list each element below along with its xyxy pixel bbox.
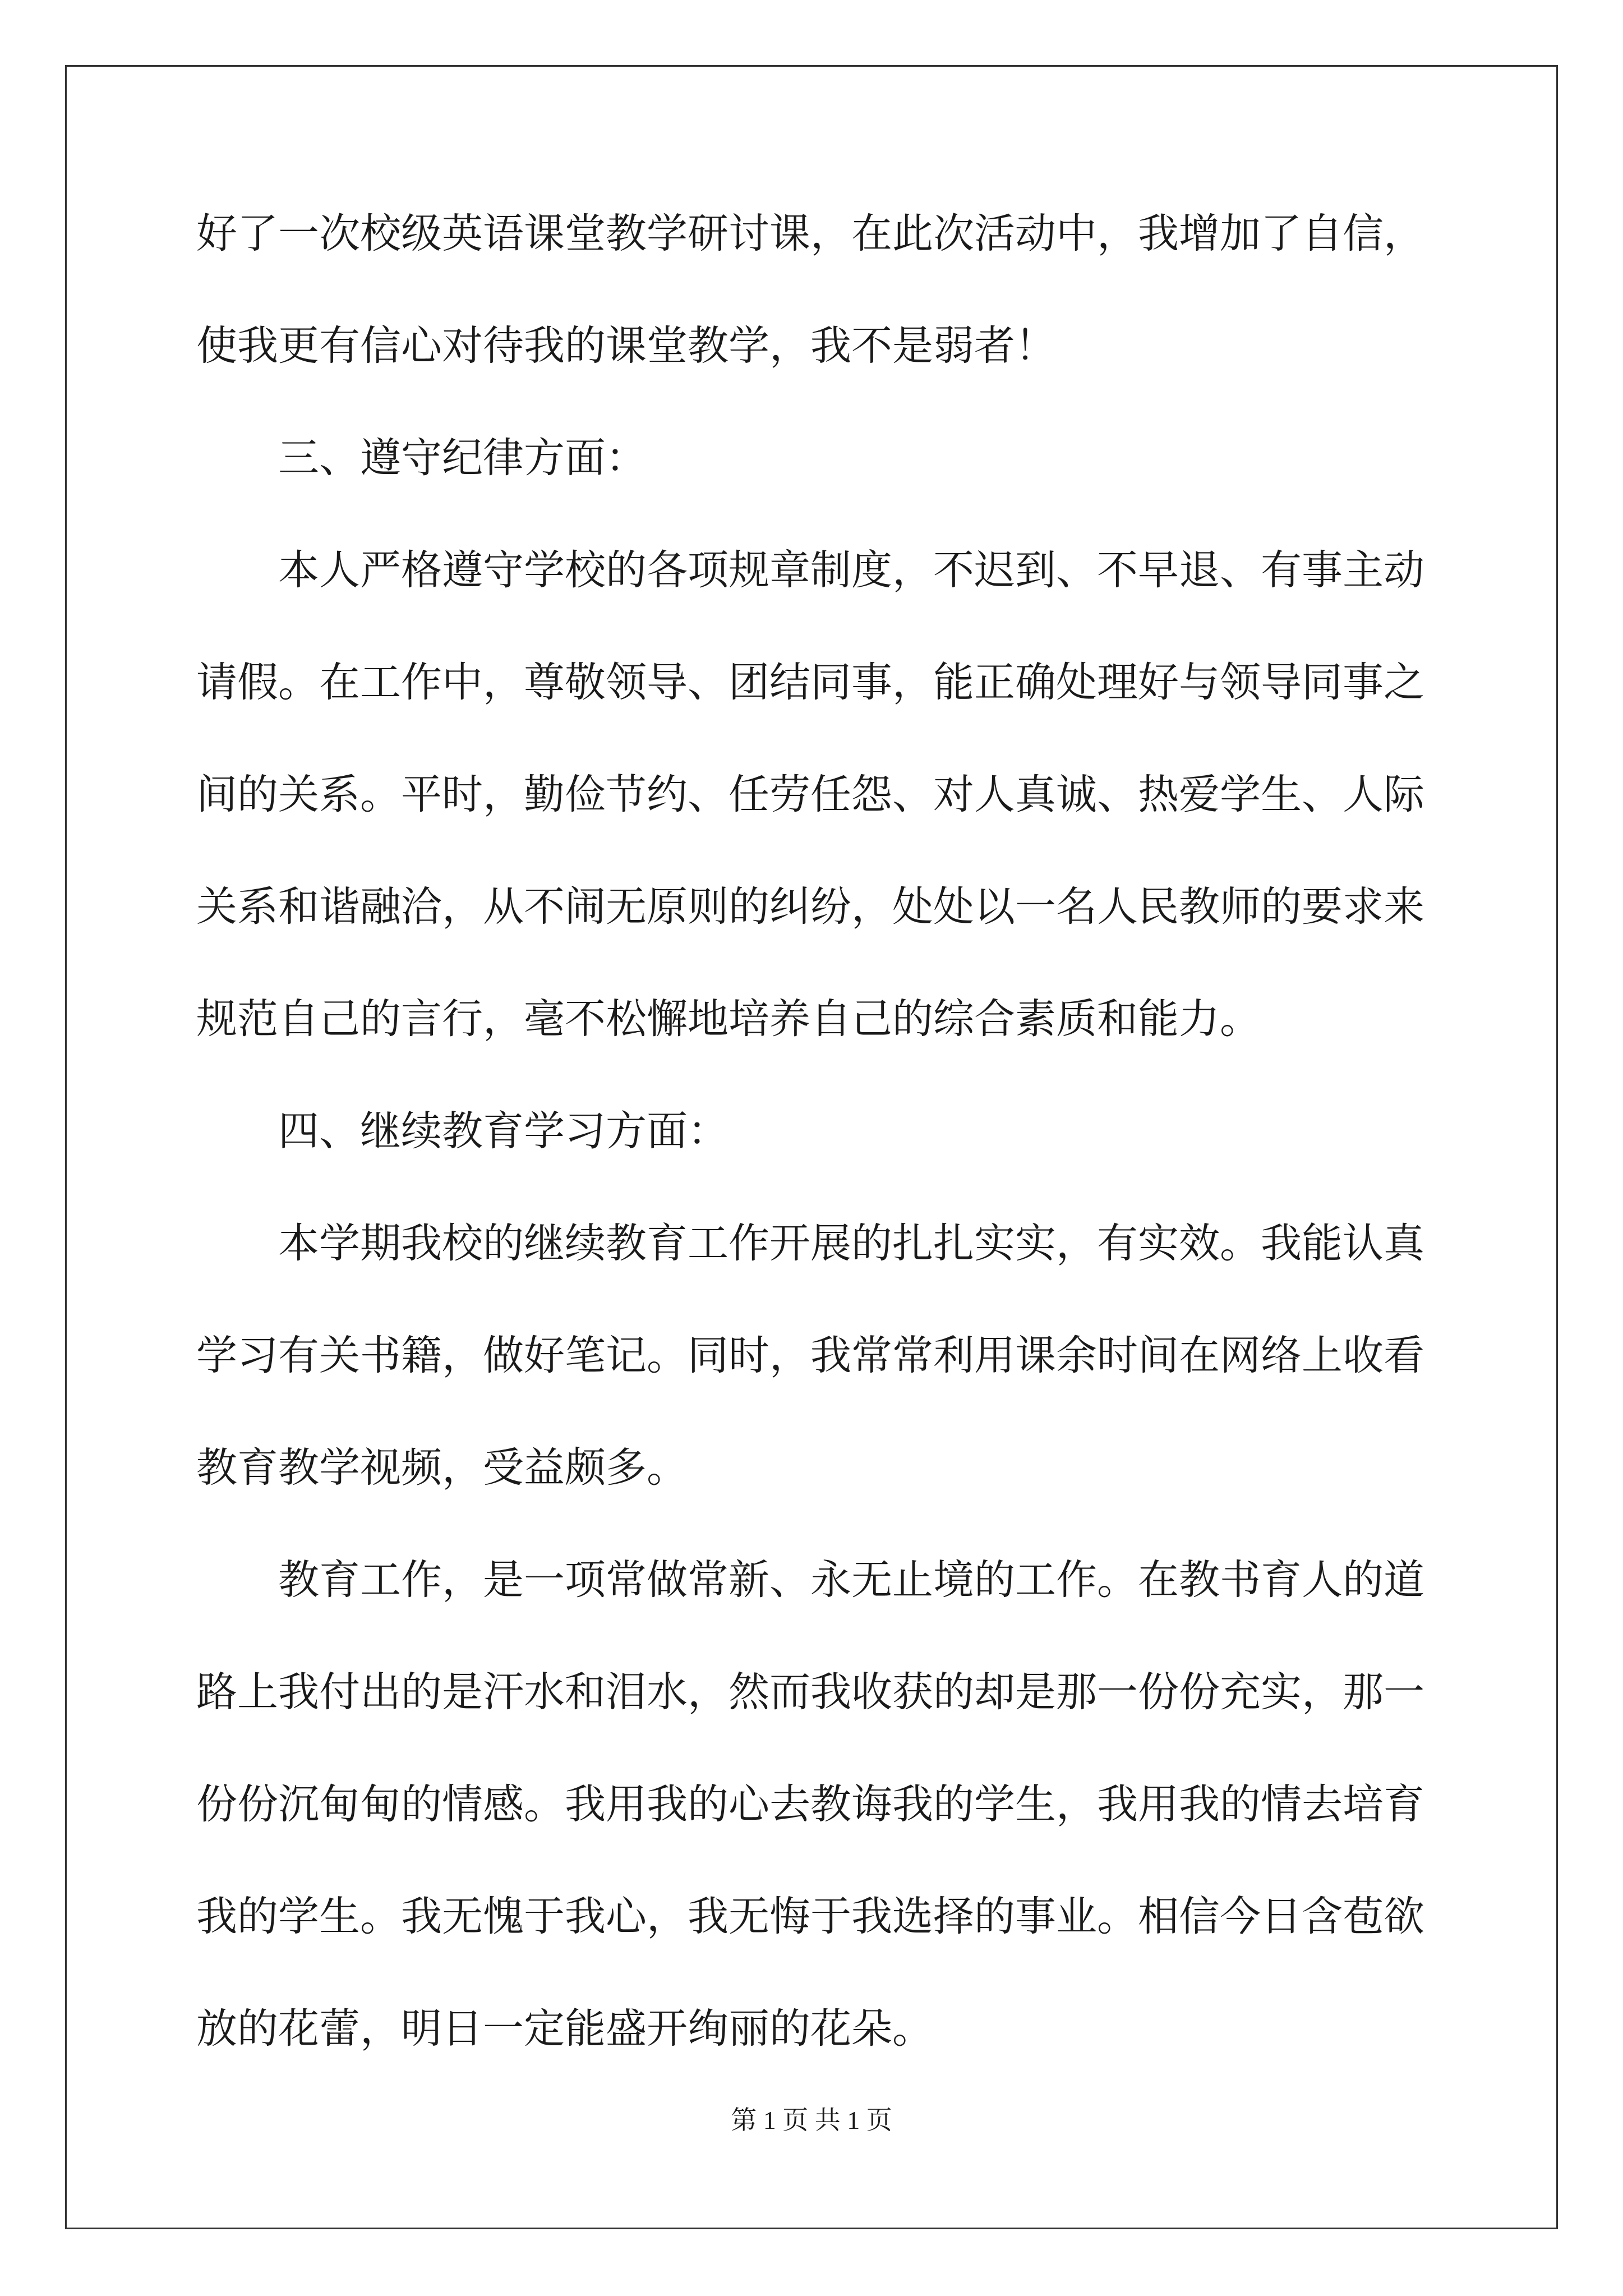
text-line: 学习有关书籍，做好笔记。同时，我常常利用课余时间在网络上收看 [196, 1332, 1424, 1379]
text-line: 我的学生。我无愧于我心，我无悔于我选择的事业。相信今日含苞欲 [196, 1893, 1424, 1940]
text-line: 使我更有信心对待我的课堂教学，我不是弱者！ [196, 322, 1056, 370]
text-line: 请假。在工作中，尊敬领导、团结同事，能正确处理好与领导同事之 [196, 659, 1424, 706]
text-line: 关系和谐融洽，从不闹无原则的纠纷，处处以一名人民教师的要求来 [196, 883, 1424, 931]
text-line: 本学期我校的继续教育工作开展的扎扎实实，有实效。我能认真 [278, 1220, 1424, 1267]
text-line: 教育教学视频，受益颇多。 [196, 1444, 688, 1492]
text-line: 教育工作，是一项常做常新、永无止境的工作。在教书育人的道 [278, 1556, 1424, 1604]
page-footer: 第 1 页 共 1 页 [731, 2106, 892, 2134]
text-line: 放的花蕾，明日一定能盛开绚丽的花朵。 [196, 2005, 933, 2053]
text-line: 好了一次校级英语课堂教学研讨课，在此次活动中，我增加了自信， [196, 210, 1424, 257]
section-heading: 四、继续教育学习方面： [278, 1107, 728, 1155]
text-line: 间的关系。平时，勤俭节约、任劳任怨、对人真诚、热爱学生、人际 [196, 771, 1424, 818]
section-heading: 三、遵守纪律方面： [278, 434, 647, 482]
text-line: 路上我付出的是汗水和泪水，然而我收获的却是那一份份充实，那一 [196, 1668, 1424, 1716]
text-line: 本人严格遵守学校的各项规章制度，不迟到、不早退、有事主动 [278, 546, 1424, 594]
text-line: 份份沉甸甸的情感。我用我的心去教诲我的学生，我用我的情去培育 [196, 1780, 1424, 1828]
text-line: 规范自己的言行，毫不松懈地培养自己的综合素质和能力。 [196, 995, 1261, 1043]
